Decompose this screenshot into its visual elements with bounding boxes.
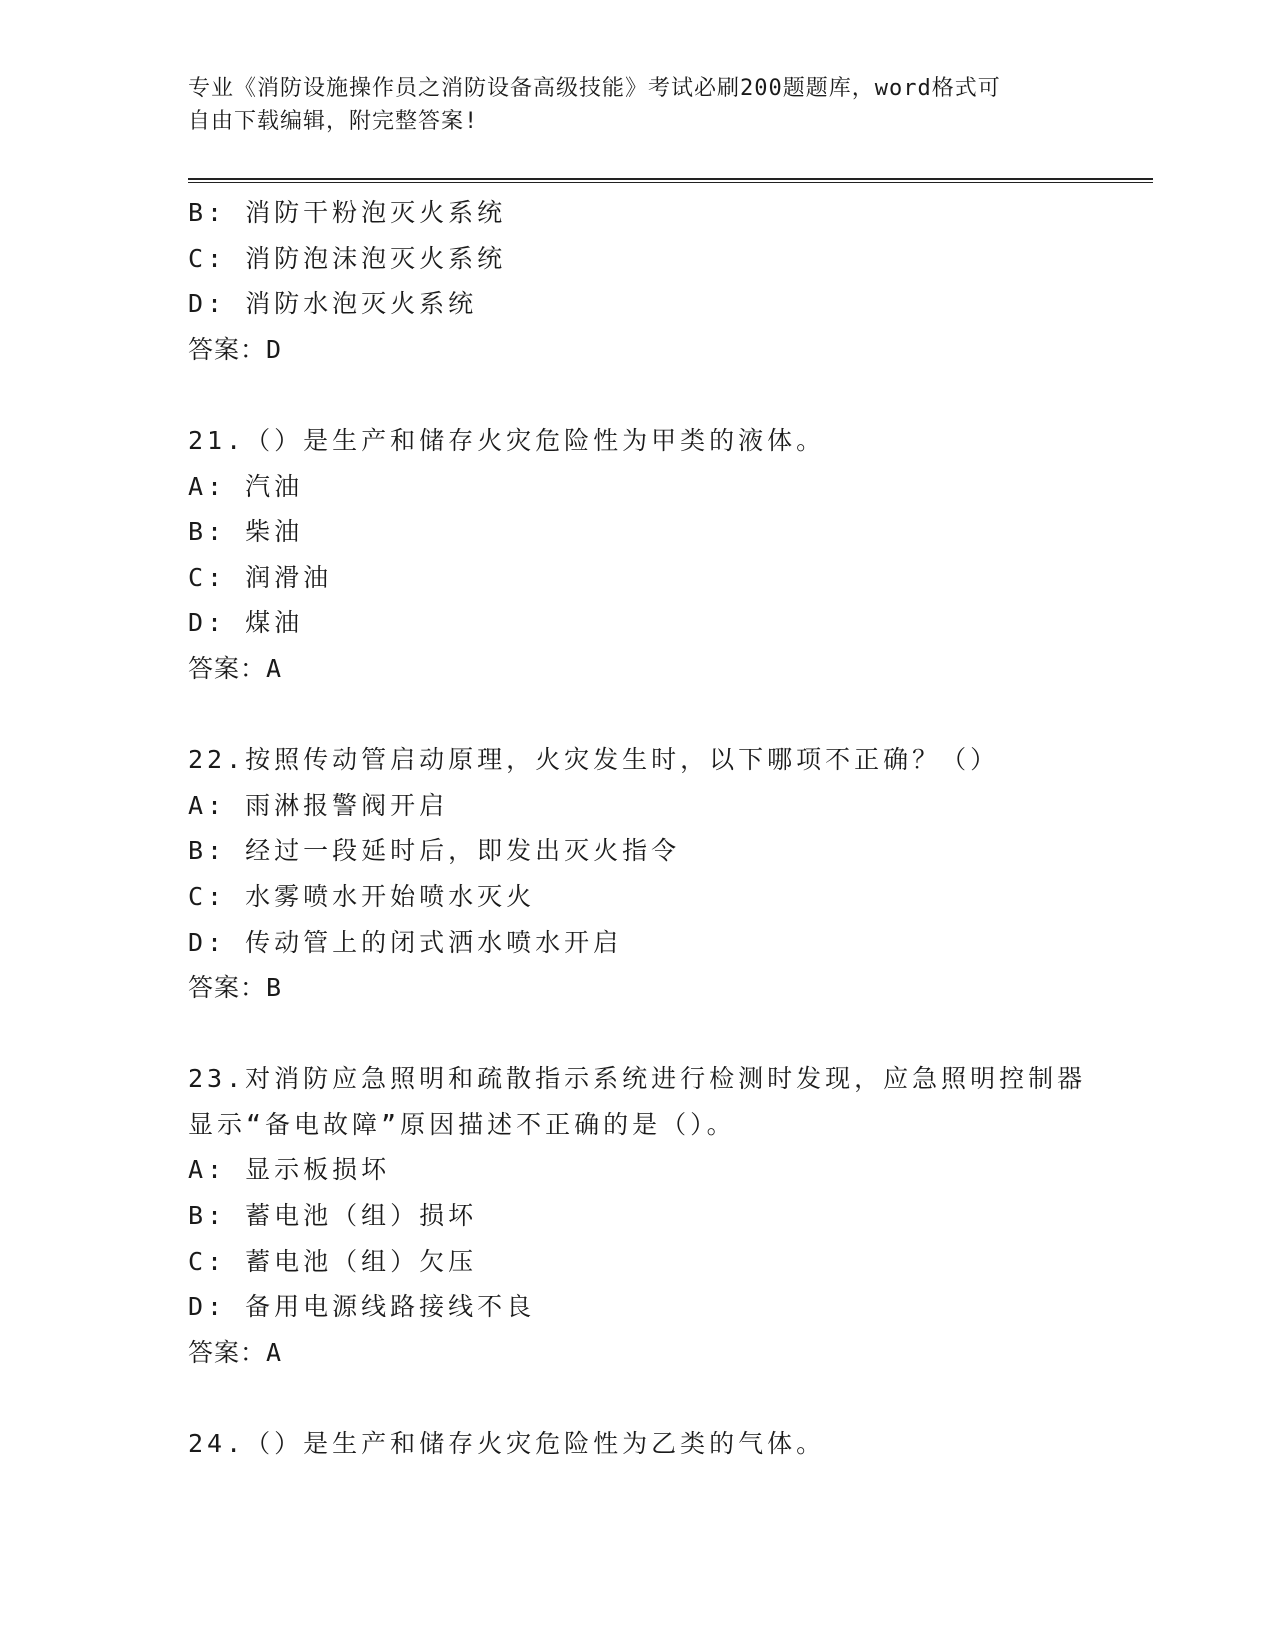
- option-b: B: 柴油: [188, 517, 304, 547]
- header-line-2: 自由下载编辑，附完整答案!: [188, 109, 479, 134]
- option-d: D: 消防水泡灭火系统: [188, 289, 478, 319]
- option-a: A: 显示板损坏: [188, 1155, 391, 1185]
- question-22: [188, 737, 1148, 1011]
- question-20: [188, 190, 1148, 372]
- spacer: [188, 692, 1148, 738]
- option-c: C: 润滑油: [188, 562, 333, 592]
- answer: 答案：B: [188, 973, 283, 1003]
- option-c: C: 水雾喷水开始喷水灭火: [188, 881, 536, 911]
- question-text: 24.（）是生产和储存火灾危险性为乙类的气体。: [188, 1429, 826, 1459]
- question-text-line-1: 23.对消防应急照明和疏散指示系统进行检测时发现，应急照明控制器: [188, 1064, 1087, 1094]
- option-d: D: 传动管上的闭式洒水喷水开启: [188, 927, 623, 957]
- option-c: C: 消防泡沫泡灭火系统: [188, 243, 507, 273]
- option-b: B: 蓄电池（组）损坏: [188, 1201, 478, 1231]
- option-c: C: 蓄电池（组）欠压: [188, 1246, 478, 1276]
- document-header: [188, 72, 1068, 138]
- question-21: [188, 418, 1148, 692]
- question-23: [188, 1056, 1148, 1375]
- option-a: A: 汽油: [188, 471, 304, 501]
- question-text-line-2: 显示“备电故障”原因描述不正确的是（）。: [188, 1109, 736, 1139]
- spacer: [188, 1375, 1148, 1421]
- answer: 答案：D: [188, 334, 283, 364]
- header-line-1: 专业《消防设施操作员之消防设备高级技能》考试必刷200题题库，word格式可: [188, 76, 1001, 101]
- question-list: [188, 190, 1148, 1467]
- question-text: 21.（）是生产和储存火灾危险性为甲类的液体。: [188, 425, 826, 455]
- option-b: B: 经过一段延时后，即发出灭火指令: [188, 836, 681, 866]
- option-d: D: 备用电源线路接线不良: [188, 1292, 536, 1322]
- answer: 答案：A: [188, 653, 283, 683]
- option-a: A: 雨淋报警阀开启: [188, 790, 449, 820]
- answer: 答案：A: [188, 1337, 283, 1367]
- question-text: 22.按照传动管启动原理，火灾发生时，以下哪项不正确？（）: [188, 745, 1000, 775]
- option-b: B: 消防干粉泡灭火系统: [188, 198, 507, 227]
- spacer: [188, 1011, 1148, 1057]
- option-d: D: 煤油: [188, 608, 304, 638]
- spacer: [188, 372, 1148, 418]
- header-divider: [188, 178, 1153, 183]
- question-24: [188, 1421, 1148, 1467]
